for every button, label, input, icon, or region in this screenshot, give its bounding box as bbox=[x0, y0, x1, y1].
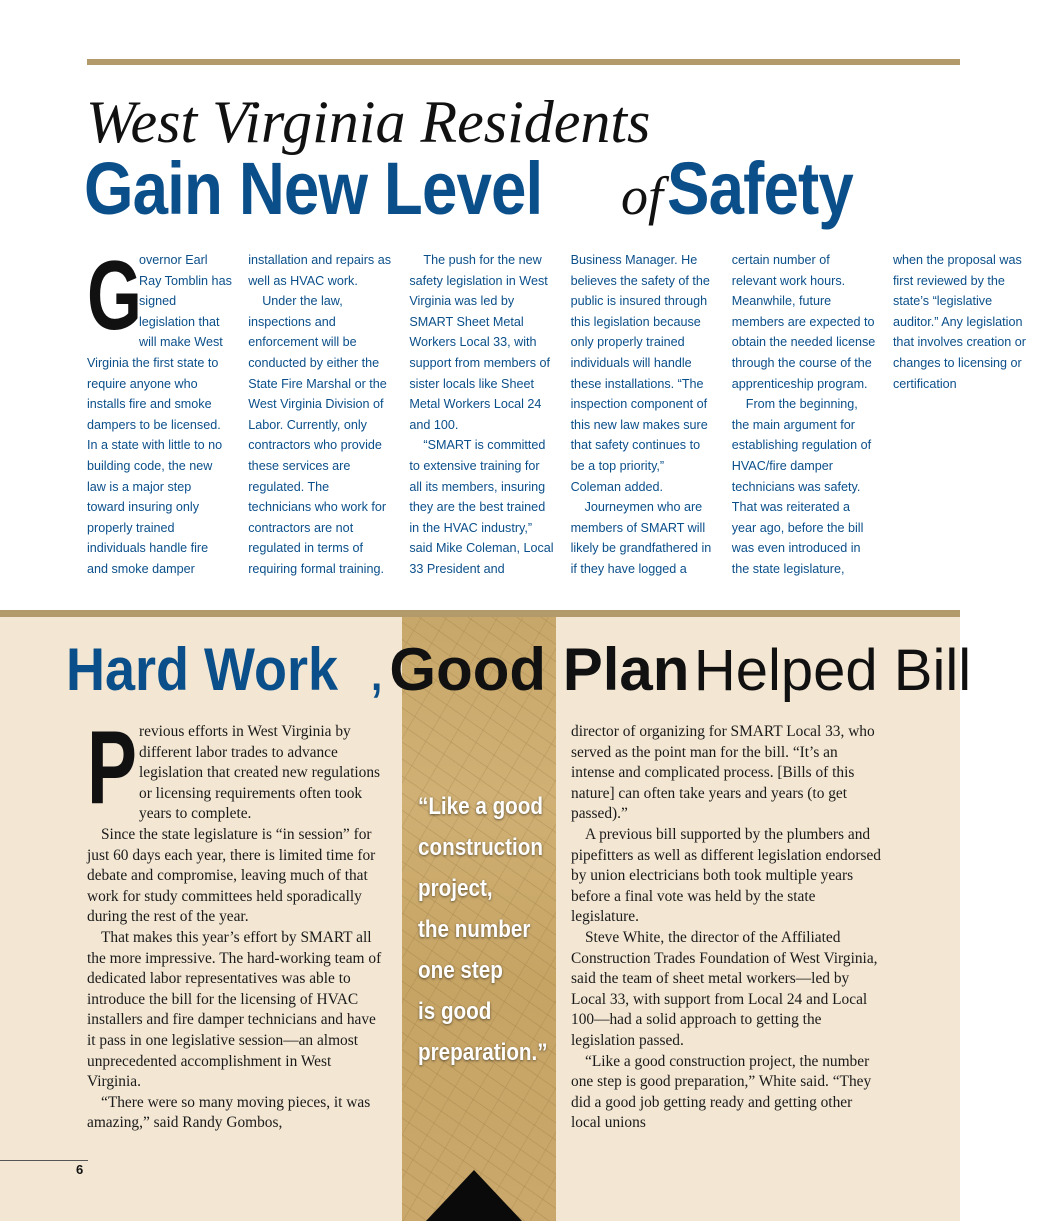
folio-rule bbox=[0, 1160, 88, 1161]
pull-quote-line: “Like a good bbox=[418, 793, 544, 820]
top-paragraph: Under the law, inspections and enforcement will be conducted by either the State Fire Marshal or the West Virginia Division of Labor. Currently, only contractors who provide these services are regulated. The technicians who work for contractors are not regulated in terms of requiring formal training. bbox=[248, 294, 387, 576]
top-rule bbox=[87, 59, 960, 65]
headline-hard-work: Hard Work bbox=[66, 636, 339, 703]
pull-quote-line: one step bbox=[418, 957, 503, 984]
bottom-left-column bbox=[87, 710, 387, 1134]
top-paragraph: From the beginning, the main argument for establishing regulation of HVAC/fire damper technicians was safety. That was reiterated a year ago, before the bill was even introduced in the state legislature, when the proposal was first reviewed by the state’s “legislative auditor.” Any legislation that involves creation or changes to licensing or certification bbox=[731, 253, 1026, 576]
second-headline bbox=[66, 636, 972, 703]
bottom-paragraph: That makes this year’s effort by SMART all the more impressive. The hard-working team of dedicated labor representatives was able to introduce the bill for the licensing of HVAC installers and fire damper technicians and have it pass in one legislative session—an almost unprecedented accomplishment in West Virginia. bbox=[87, 928, 382, 1091]
headline-line-1: West Virginia Residents bbox=[86, 89, 651, 155]
bottom-first-paragraph-text: revious efforts in West Virginia by different labor trades to advance legislation that created new regulations or licensing requirements often took years to complete. bbox=[139, 723, 381, 823]
headline-good-plan: Good Plan bbox=[389, 636, 690, 703]
top-paragraph: Journeymen who are members of SMART will likely be grandfathered in if they have logged a certain number of relevant work hours. Meanwhile, future members are expected to obtain the needed license through the course of the apprenticeship program. bbox=[570, 253, 876, 576]
pull-quote bbox=[418, 786, 548, 1073]
pull-quote-line: preparation.” bbox=[418, 1039, 548, 1066]
headline-of: of bbox=[620, 166, 663, 226]
dropcap-g: G bbox=[87, 240, 142, 350]
bottom-paragraph: Steve White, the director of the Affiliated Construction Trades Foundation of West Virginia, said the team of sheet metal workers—led by Local 33, with support from Local 24 and Local 100—had a solid approach to getting the legislation passed. bbox=[571, 928, 878, 1049]
bottom-paragraph: Since the state legislature is “in session” for just 60 days each year, there is limited time for debate and compromise, leaving much of that work for study committees held sporadically during the rest of the year. bbox=[87, 825, 376, 926]
triangle-ornament bbox=[426, 1170, 522, 1221]
top-paragraph: “SMART is committed to extensive training for all its members, insuring they are the best trained in the HVAC industry,” said Mike Coleman, Local 33 President and Business Manager. He believes the safety of the public is insured through this legislation because only properly trained individuals will handle these installations. “The inspection component of this new law makes sure that safety continues to be a top priority,” Coleman added. bbox=[409, 253, 710, 576]
bottom-paragraph: “Like a good construction project, the number one step is good preparation,” White said. “They did a good job getting ready and getting other local unions bbox=[571, 1052, 872, 1132]
dropcap-p: P bbox=[87, 710, 137, 826]
pull-quote-line: is good bbox=[418, 998, 492, 1025]
pull-quote-line: the number bbox=[418, 916, 531, 943]
page-number: 6 bbox=[76, 1162, 84, 1177]
top-paragraph: The push for the new safety legislation in West Virginia was led by SMART Sheet Metal Workers Local 33, with support from members of sister locals like Sheet Metal Workers Local 24 and 100. bbox=[409, 253, 551, 432]
top-first-paragraph-text: overnor Earl Ray Tomblin has signed legislation that will make West Virginia the first state to require anyone who installs fire and smoke dampers to be licensed. In a state with little to no building code, the new law is a major step toward insuring only properly trained individuals handle fire and smoke damper installation and repairs as well as HVAC work. bbox=[87, 253, 391, 576]
bottom-paragraph: A previous bill supported by the plumbers and pipefitters as well as different legislation endorsed by union electricians both took multiple years before a final vote was held by the state legislature. bbox=[571, 825, 881, 926]
pull-quote-line: project, bbox=[418, 875, 493, 902]
bottom-right-column bbox=[571, 722, 881, 1134]
headline-comma: , bbox=[368, 636, 385, 703]
top-article-columns bbox=[87, 240, 1026, 580]
pull-quote-line: construction bbox=[418, 834, 543, 861]
headline-safety: Safety bbox=[667, 147, 853, 230]
headline-helped-bill: Helped Bill bbox=[693, 638, 972, 703]
bottom-first-paragraph bbox=[87, 710, 387, 826]
bottom-right-continued: director of organizing for SMART Local 33, who served as the point man for the bill. “It’s an intense and complicated process. [Bills of this nature] can often take years and years (to get passed).” bbox=[571, 723, 875, 823]
bottom-paragraph: “There were so many moving pieces, it was amazing,” said Randy Gombos, bbox=[87, 1093, 371, 1132]
headline-line-2 bbox=[84, 147, 883, 230]
section-divider-rule bbox=[0, 610, 960, 617]
headline-gain-new-level: Gain New Level bbox=[84, 147, 543, 230]
